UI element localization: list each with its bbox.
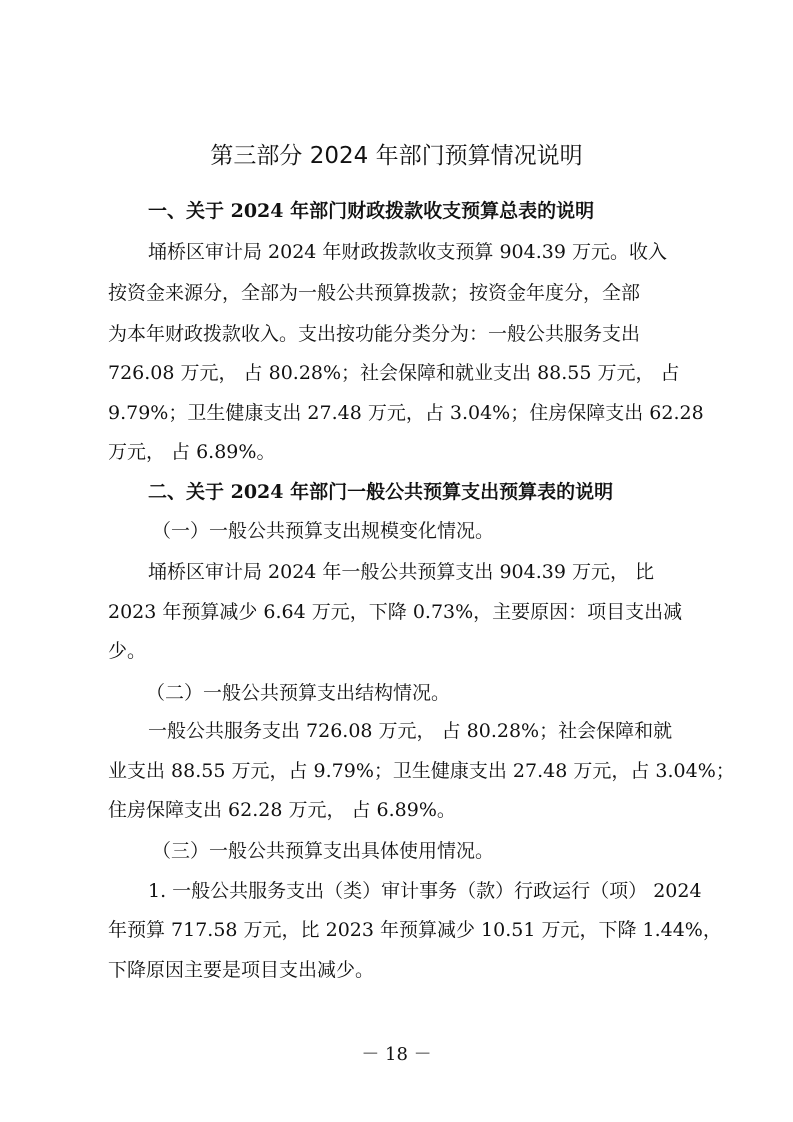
section1-line-2: 按资金来源分，全部为一般公共预算拨款；按资金年度分，全部 [108, 282, 641, 304]
section2-sub3-line-2: 年预算 717.58 万元，比 2023 年预算减少 10.51 万元，下降 1.44%， [108, 919, 722, 941]
section1-heading: 一、关于 2024 年部门财政拨款收支预算总表的说明 [148, 200, 595, 222]
section2-sub3-heading: （三）一般公共预算支出具体使用情况。 [152, 840, 495, 862]
section2-sub2-heading: （二）一般公共预算支出结构情况。 [146, 682, 451, 704]
section2-sub1-line-2: 2023 年预算减少 6.64 万元，下降 0.73%，主要原因：项目支出减 [108, 601, 683, 623]
section2-sub2-line-3: 住房保障支出 62.28 万元， 占 6.89%。 [108, 799, 456, 821]
section1-line-5: 9.79%；卫生健康支出 27.48 万元，占 3.04%；住房保障支出 62.28 [108, 402, 704, 424]
section2-sub1-heading: （一）一般公共预算支出规模变化情况。 [152, 520, 495, 542]
section1-line-6: 万元， 占 6.89%。 [108, 441, 276, 463]
section2-sub2-line-1: 一般公共服务支出 726.08 万元， 占 80.28%；社会保障和就 [148, 720, 673, 742]
section2-sub1-line-3: 少。 [108, 640, 147, 662]
page-number: － 18 － [361, 1044, 432, 1065]
section1-line-1: 埇桥区审计局 2024 年财政拨款收支预算 904.39 万元。收入 [148, 241, 667, 263]
section2-heading: 二、关于 2024 年部门一般公共预算支出预算表的说明 [148, 481, 614, 503]
section2-sub3-line-1: 1. 一般公共服务支出（类）审计事务（款）行政运行（项） 2024 [148, 880, 702, 902]
section1-line-4: 726.08 万元， 占 80.28%；社会保障和就业支出 88.55 万元， 占 [108, 362, 680, 384]
section2-sub3-line-3: 下降原因主要是项目支出减少。 [108, 959, 375, 981]
section2-sub2-line-2: 业支出 88.55 万元，占 9.79%；卫生健康支出 27.48 万元，占 3.04%； [108, 760, 735, 782]
page-title: 第三部分 2024 年部门预算情况说明 [210, 143, 583, 169]
section2-sub1-line-1: 埇桥区审计局 2024 年一般公共预算支出 904.39 万元， 比 [148, 561, 655, 583]
section1-line-3: 为本年财政拨款收入。支出按功能分类分为：一般公共服务支出 [108, 323, 641, 345]
